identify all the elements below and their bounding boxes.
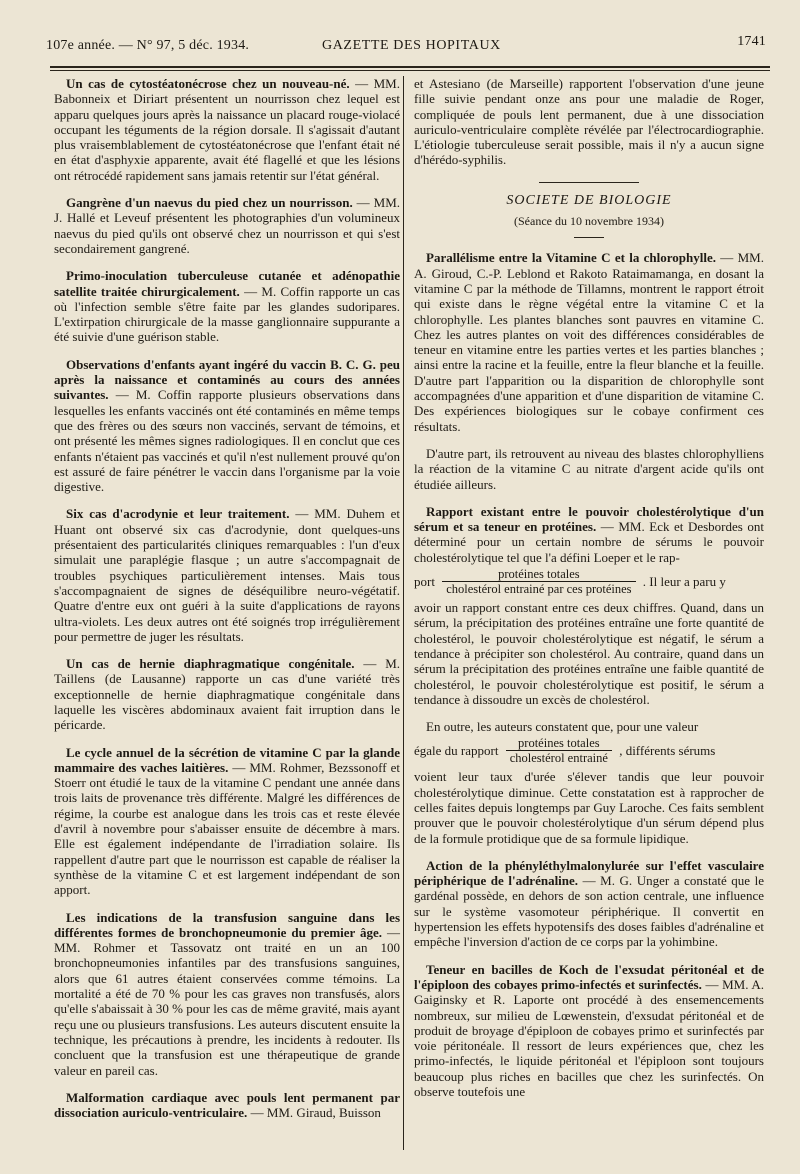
article-paragraph	[54, 910, 400, 1078]
article-paragraph	[54, 656, 400, 732]
article-paragraph	[414, 250, 764, 434]
article-body: — MM. Rohmer, Bezssonoff et Stoerr ont étudié le taux de la vitamine C pendant une année dans trois laits de provenance très différente. Malgré les différences de régime, la courbe est analogue dans les trois cas et reste élevée d'avril à novembre pour s'abaisser ensuite de décembre à mars. Elle est également indépendante de l'irradiation solaire. Ils rappellent d'autre part que le nourrisson est capable de réaliser la synthèse de la vitamine C et est largement indépendant de son apport.	[54, 759, 400, 898]
right-column	[414, 76, 764, 1111]
article-body: — MM. A. Gaiginsky et R. Laporte ont procédé à des ensemencements nombreux, sur milieu de Lœwenstein, d'exsudat péritonéal et de produit de broyage d'épiploon de cobayes primo et surinfectés par voie péritonéale. Il ressort de leurs expériences que, chez les primo-infectés, le liquide péritonéal et l'épiploon sont toujours beaucoup plus riches en bacilles que chez les surinfectés. On observe toutefois une	[414, 976, 764, 1100]
article-body: — MM. Duhem et Huant ont observé six cas d'acrodynie, dont quelques-uns présentaient des particularités cliniques remarquables : l'un d'eux simulait une paraplégie flasque ; un autre s'accompagnait de troubles psychiques particulièrement intenses. Mais tous s'accompagnaient de signes de déséquilibre neuro-végétatif. Quatre d'entre eux ont guéri à la suite d'applications de rayons ultra-violets. Les deux autres ont été soignés trop irrégulièrement pour permettre de juger les résultats.	[54, 506, 400, 644]
fraction	[506, 736, 612, 765]
article-body: — MM. Giraud, Buisson	[247, 1105, 381, 1121]
article-body: voient leur taux d'urée s'élever tandis que leur pouvoir cholestérolytique diminue. Cette constatation est à rapprocher de celles faites depuis longtemps par Guy Laroche. Ces faits semblent prouver que le pouvoir cholestérolytique d'un sérum dépend plus de la formule protidique que de sa formule lipidique.	[414, 769, 764, 846]
article-paragraph	[54, 1090, 400, 1121]
article-title: Six cas d'acrodynie et leur traitement.	[66, 506, 290, 522]
page-header	[46, 34, 772, 60]
header-rule-thick	[50, 66, 770, 68]
article-body: — MM. A. Giroud, C.-P. Leblond et Rakoto Rataimamanga, en dosant la vitamine C par la méthode de Tillamns, montrent le rapport étroit qui existe dans le règne végétal entre la vitamine C et la chlorophylle. Les plantes blanches sont pauvres en vitamine C. Chez les autres plantes on voit des différences considérables de teneur en vitamine entre les parties vertes et les parties blanches ; ainsi entre la racine et la feuille, entre la fleur blanche et la feuille. D'autre part l'apparition ou la disparition de chlorophylle sont accompagnées d'une apparition et d'une disparition de vitamine C. Des expériences biologiques sur le cobaye confirment ces résultats.	[414, 250, 764, 434]
section-rule	[539, 182, 639, 183]
fraction-denominator: cholestérol entrainé	[506, 750, 612, 765]
article-body: — M. G. Unger a constaté que le gardénal possède, en dehors de son action centrale, une influence sur le système vasomoteur périphérique. Il convertit en hypertension les effets hypotensifs des doses faibles d'adrénaline et empêche l'inversion d'action de ce corps par la yohimbine.	[414, 873, 764, 950]
equation-trailing: . Il leur a paru y	[642, 573, 726, 589]
article-body: — MM. J. Hallé et Leveuf présentent les photographies d'un volumineux naevus du pied qu'ils ont observé chez un nourrisson et qui s'est secondairement gangrené.	[54, 195, 401, 256]
article-title: Teneur en bacilles de Koch de l'exsudat péritonéal et de l'épiploon des cobayes primo-infectés et surinfectés.	[414, 961, 764, 992]
article-title: Primo-inoculation tuberculeuse cutanée et adénopathie satellite traitée chirurgicalement.	[54, 268, 400, 299]
article-paragraph	[54, 76, 400, 183]
header-rule-thin	[50, 70, 770, 71]
article-title: Gangrène d'un naevus du pied chez un nourrisson.	[66, 195, 353, 211]
section-rule-short	[574, 237, 604, 238]
article-body: — M. Coffin rapporte un cas où l'infection semble s'être faite par les glandes sudoripares. L'extirpation chirurgicale de la masse ganglionnaire suppurante a été suivie d'une guérison stable.	[54, 283, 400, 345]
article-paragraph: D'autre part, ils retrouvent au niveau des blastes chlorophylliens la réaction de la vitamine C au nitrate d'argent acide qu'ils ont étudiée ailleurs.	[414, 445, 764, 492]
equation-line	[414, 567, 764, 596]
section-heading	[414, 182, 764, 239]
article-paragraph	[414, 504, 764, 565]
section-session: (Séance du 10 novembre 1934)	[514, 214, 664, 229]
article-body: avoir un rapport constant entre ces deux chiffres. Quand, dans un sérum, la précipitation des protéines entraîne une forte quantité de cholestérol, le pouvoir cholestérolytique est négatif, le sérum a tendance à précipiter son cholestérol. Au contraire, quand dans un sérum la précipitation des protéines entraîne une faible quantité de cholestérol, le pouvoir cholestérolytique est positif, le sérum a tendance à dissoudre un excès de cholestérol.	[414, 600, 764, 707]
article-paragraph	[414, 962, 764, 1100]
fraction	[442, 567, 635, 596]
article-title: Les indications de la transfusion sanguine dans les différentes formes de bronchopneumonie du premier âge.	[54, 909, 400, 940]
article-body: — MM. Rohmer et Tassovatz ont traité en un an 100 bronchopneumonies infantiles par des transfusions sanguines, alors que 61 autres étaient conservées comme témoins. La mortalité a été de 70 % pour les cas graves non transfusés, alors qu'elle s'abaissait à 30 % pour les cas de même gravité, mais ayant reçu une ou plusieurs transfusions. Les auteurs discutent ensuite la technique, les précautions à prendre, les incidents à redouter. Ils concluent que la transfusion est une thérapeutique de grande valeur en pareil cas.	[54, 924, 400, 1078]
journal-title: GAZETTE DES HOPITAUX	[322, 38, 501, 53]
fraction-denominator: cholestérol entrainé par ces protéines	[442, 581, 635, 596]
article-body: — M. Coffin rapporte plusieurs observations dans lesquelles les enfants vaccinés ont été contaminés en même temps que des frères ou des sœurs non vaccinés, servant de témoins, et ont présenté les mêmes signes radiologiques. Il en conclut que ces enfants n'étaient pas vaccinés et qu'il n'est nullement prouvé qu'on est assuré de faire pénétrer le vaccin dans l'organisme par la voie digestive.	[54, 387, 400, 495]
article-body: — M. Taillens (de Lausanne) rapporte un cas d'une variété très exceptionnelle de hernie diaphragmatique congénitale dans laquelle les viscères abdominaux avaient fait irruption dans le péricarde.	[54, 656, 401, 733]
article-title: Le cycle annuel de la sécrétion de vitamine C par la glande mammaire des vaches laitières.	[54, 744, 400, 775]
article-paragraph	[54, 357, 400, 495]
article-body: En outre, les auteurs constatent que, pour une valeur	[426, 719, 699, 735]
equation-trailing: , différents sérums	[619, 743, 716, 759]
fraction-numerator: protéines totales	[498, 567, 580, 582]
article-paragraph	[54, 195, 400, 256]
article-paragraph	[414, 858, 764, 950]
column-divider	[403, 76, 404, 1150]
article-title: Observations d'enfants ayant ingéré du vaccin B. C. G. peu après la naissance et contaminés au cours des années suivantes.	[54, 356, 400, 403]
page-number: 1741	[737, 34, 766, 49]
fraction-numerator: protéines totales	[518, 736, 600, 751]
equation-label: port	[414, 573, 435, 589]
article-paragraph	[54, 506, 400, 644]
article-title: Rapport existant entre le pouvoir cholestérolytique d'un sérum et sa teneur en protéines.	[414, 503, 764, 535]
article-title: Un cas de cytostéatonécrose chez un nouveau-né.	[66, 76, 350, 91]
article-continuation: et Astesiano (de Marseille) rapportent l'observation d'une jeune fille suivie pendant onze ans pour une maladie de Roger, compliquée de pouls lent permanent, due à une dissociation auriculo-ventriculaire complète révélée par l'électrocardiographie. L'étiologie tuberculeuse serait possible, mais il n'y a aucun signe d'hérédo-syphilis.	[414, 76, 764, 168]
equation-label: égale du rapport	[414, 743, 499, 759]
article-paragraph	[54, 268, 400, 344]
equation-line	[414, 736, 764, 765]
section-title: SOCIETE DE BIOLOGIE	[506, 192, 672, 208]
issue-info: 107e année. — N° 97, 5 déc. 1934.	[46, 38, 250, 53]
article-title: Malformation cardiaque avec pouls lent permanent par dissociation auriculo-ventriculaire.	[54, 1089, 400, 1121]
article-body: — MM. Eck et Desbordes ont déterminé pour un certain nombre de sérums le pouvoir cholestérolytique tel que l'a défini Loeper et le rap-	[414, 519, 764, 565]
left-column	[54, 76, 400, 1132]
article-paragraph	[54, 745, 400, 898]
article-title: Un cas de hernie diaphragmatique congénitale.	[66, 656, 355, 672]
article-title: Action de la phényléthylmalonylurée sur l'effet vasculaire périphérique de l'adrénaline.	[414, 857, 764, 889]
article-title: Parallélisme entre la Vitamine C et la chlorophylle.	[426, 250, 716, 266]
article-body: — MM. Babonneix et Diriart présentent un nourrisson chez lequel est apparu quelques jours après la naissance un placard rouge-violacé occupant les téguments de la région dorsale. Il s'agissait d'autant plus vraisemblablement de cytostéatonécrose que l'enfant était né en état d'asphyxie apparente, avait été flagellé et que les lésions ont rétrocédé rapidement sans jamais retentir sur l'état général.	[54, 76, 400, 183]
